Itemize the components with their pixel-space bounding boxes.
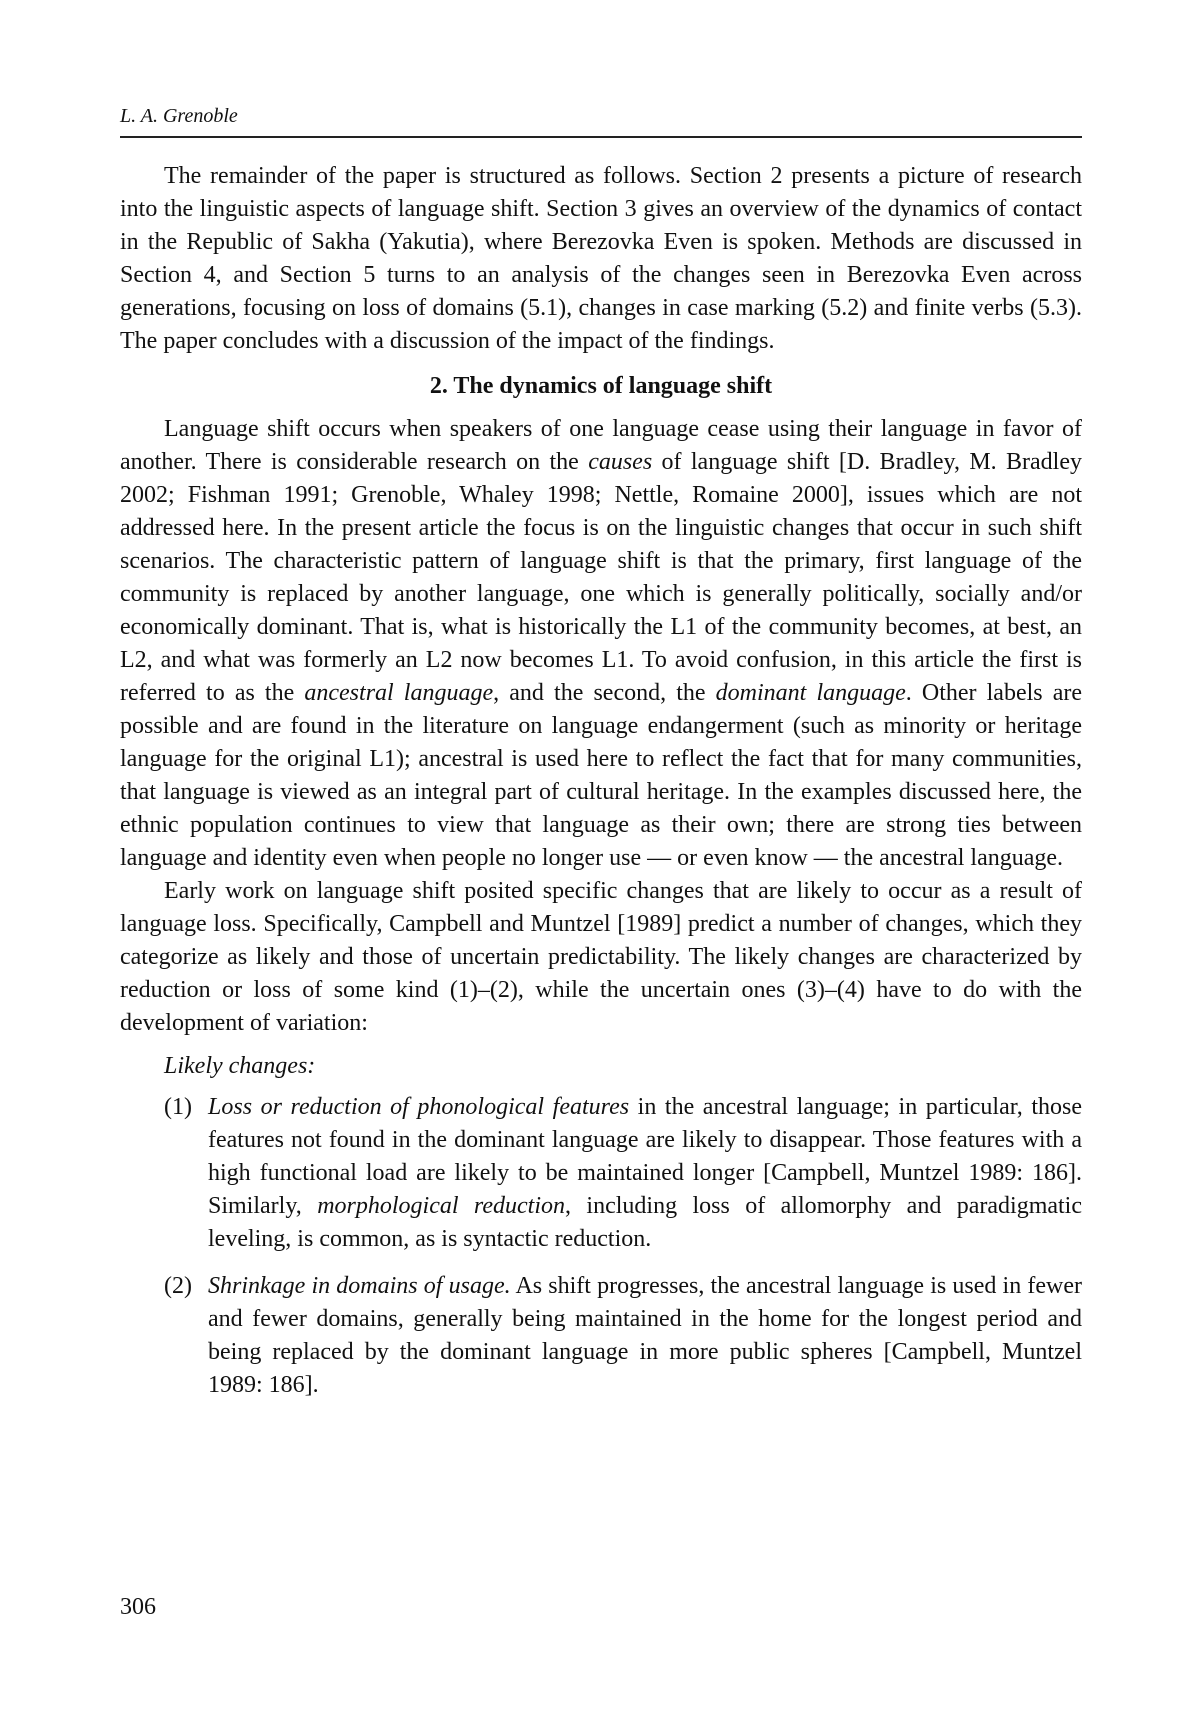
list-item [120,1270,1082,1402]
intro-paragraph: The remainder of the paper is structured as follows. Section 2 presents a picture of research into the linguistic aspects of language shift. Section 3 gives an overview of the dynamics of contact in the Republic of Sakha (Yakutia), where Berezovka Even is spoken. Methods are discussed in Section 4, and Section 5 turns to an analysis of the changes seen in Berezovka Even across generations, focusing on loss of domains (5.1), changes in case marking (5.2) and finite verbs (5.3). The paper concludes with a discussion of the impact of the findings. [120,163,1082,354]
emphasis-shrinkage: Shrinkage in domains of usage. [208,1273,511,1299]
item-text [208,1270,1082,1402]
body-text [120,160,1082,1416]
text-run: . Other labels are possible and are found in the literature on language endangerment (such as minority or heritage language for the original L1); ancestral is used here to reflect the fact that for many communities, that language is viewed as an integral part of cultural heritage. In the examples discussed here, the ethnic population continues to view that language as their own; there are strong ties between language and identity even when people no longer use — or even know — the ancestral language. [120,680,1083,871]
paragraph-language-shift [120,413,1082,875]
item-number: (2) [164,1273,192,1299]
text-run: of language shift [D. Bradley, M. Bradley 2002; Fishman 1991; Grenoble, Whaley 1998; Nettle, Romaine 2000], issues which are not addressed here. In the present article the focus is on the linguistic changes that occur in such shift scenarios. The characteristic pattern of language shift is that the primary, first language of the community is replaced by another language, one which is generally politically, socially and/or economically dominant. That is, what is historically the L1 of the community becomes, at best, an L2, and what was formerly an L2 now becomes L1. To avoid confusion, in this article the first is referred to as the [120,449,1082,706]
text-run: , and the second, the [493,680,716,706]
list-item [120,1091,1082,1256]
item-text [208,1091,1082,1256]
header-rule [120,136,1082,138]
emphasis-ancestral-language: ancestral language [304,680,494,706]
paragraph-early-work: Early work on language shift posited specific changes that are likely to occur as a result of language loss. Specifically, Campbell and Muntzel [1989] predict a number of changes, which they categorize as likely and those of uncertain predictability. The likely changes are characterized by reduction or loss of some kind (1)–(2), while the uncertain ones (3)–(4) have to do with the development of variation: [120,878,1082,1036]
page-number: 306 [120,1594,156,1620]
emphasis-phonological: Loss or reduction of phonological features [208,1094,630,1120]
item-number: (1) [164,1094,192,1120]
section-title: 2. The dynamics of language shift [429,373,773,399]
text-run: , including loss of allomorphy and paradigmatic leveling, is common, as is syntactic reduction. [208,1193,1082,1252]
emphasis-morphological: morphological reduction [317,1193,566,1219]
emphasis-dominant-language: dominant language [715,680,906,706]
text-run: Language shift occurs when speakers of one language cease using their language in favor of another. There is considerable research on the [120,416,1082,475]
emphasis-causes: causes [588,449,653,475]
text-run: in the ancestral language; in particular, those features not found in the dominant language are likely to disappear. Those features with a high functional load are likely to be maintained longer [Campbell, Muntzel 1989: 186]. Similarly, [208,1094,1082,1219]
text-run: As shift progresses, the ancestral language is used in fewer and fewer domains, generally being maintained in the home for the longest period and being replaced by the dominant language in more public spheres [Campbell, Muntzel 1989: 186]. [208,1273,1082,1398]
running-head: L. A. Grenoble [120,105,238,127]
likely-changes-label: Likely changes: [164,1053,316,1079]
